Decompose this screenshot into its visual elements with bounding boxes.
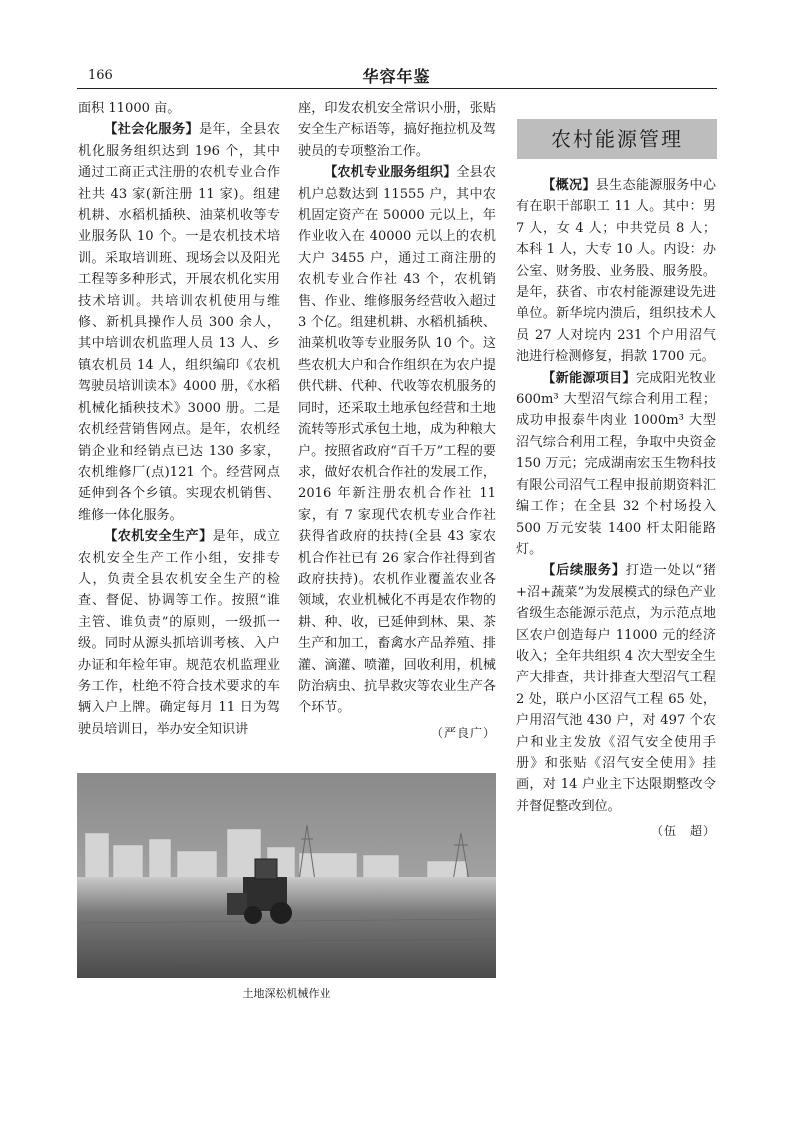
paragraph-new-energy: [516, 368, 716, 561]
paragraph-follow-up-service: [516, 560, 716, 817]
running-header-title: 华容年鉴: [362, 67, 431, 86]
farm-machinery-photo: [77, 773, 496, 978]
section-title-banner: 农村能源管理: [517, 119, 717, 159]
section-keyword: 【后续服务】: [542, 563, 626, 579]
paragraph-machinery-safety: [78, 526, 280, 740]
paragraph-continued: 面积 11000 亩。: [78, 101, 181, 116]
photo-caption: 土地深松机械作业: [242, 987, 331, 1000]
paragraph-text: 全县农机户总数达到 11555 户，其中农机固定资产在 50000 元以上，年作业收入在 40000 元以上的农机大户 3455 户，通过工商注册的农机专业合作社 43 个，农机销售、作业、维修服务经营收入超过 3 个亿。组建机耕、水稻机插秧、油菜机收等专业服务队 10 个。这些农机大户和合作组织在为农户提供代耕、代种、代收等农机服务的同时，还采取土地承包经营和土地流转等形式承包土地，成为种粮大户。按照省政府“百千万”工程的要求，做好农机合作社的发展工作，2016 年新注册农机合作社 11 家，有 7 家现代农机专业合作社获得省政府的扶持(全县 43 家农机合作社已有 26 家合作社得到省政府扶持)。农机作业覆盖农业各领域，农业机械化不再是农作物的耕、种、收，已延伸到林、果、茶生产和加工，畜禽水产品养殖、排灌、滴灌、喷灌，回收利用，机械防治病虫、抗旱救灾等农业生产各个环节。: [298, 165, 496, 716]
section-keyword: 【农机专业服务组织】: [324, 165, 457, 181]
text-column-1: [78, 98, 280, 740]
text-column-2: [298, 98, 496, 744]
section-keyword: 【概况】: [542, 178, 596, 193]
author-signature: （伍 超）: [650, 824, 716, 839]
section-keyword: 【农机安全生产】: [104, 529, 213, 545]
paragraph-socialized-service: [78, 119, 280, 526]
paragraph-text: 是年，全县农机化服务组织达到 196 个，其中通过工商正式注册的农机专业合作社共 43 家(新注册 11 家)。组建机耕、水稻机插秧、油菜机收等专业服务队 10 个。一是农机技术培训。采取培训班、现场会以及阳光工程等多种形式，开展农机化实用技术培训。共培训农机使用与维修、新机具操作人员 300 余人，其中培训农机监理人员 13 人、乡镇农机员 14 人，组织编印《农机驾驶员培训读本》4000 册，《水稻机械化插秧技术》3000 册。二是农机经营销售网点。是年，农机经销企业和经销点已达 130 多家，农机维修厂(点)121 个。经营网点延伸到各个乡镇。实现农机销售、维修一体化服务。: [78, 122, 281, 523]
section-keyword: 【新能源项目】: [542, 370, 636, 386]
header-rule: [77, 88, 717, 89]
paragraph-service-organizations: [298, 162, 496, 719]
paragraph-text: 打造一处以“猪+沼+蔬菜”为发展模式的绿色产业省级生态能源示范点，为示范点地区农户创造每户 11000 元的经济收入；全年共组织 4 次大型安全生产大排查，共计排查大型沼气工程 2 处，联户小区沼气工程 65 处，户用沼气池 430 户，对 497 个农户和业主发放《沼气安全使用手册》和张贴《沼气安全使用》挂画，对 14 户业主下达限期整改令并督促整改到位。: [516, 563, 716, 814]
paragraph-text: 完成阳光牧业 600m³ 大型沼气综合利用工程；成功申报泰牛肉业 1000m³ 大型沼气综合利用工程，争取中央资金 150 万元；完成湖南宏玉生物科技有限公司沼气工程申报前期资料汇编工作；在全县 32 个村场投入 500 万元安装 1400 杆太阳能路灯。: [516, 370, 717, 557]
paragraph-text: 是年，成立农机安全生产工作小组，安排专人，负责全县农机安全生产的检查、督促、协调等工作。按照“谁主管、谁负责”的原则，一级抓一级。同时从源头抓培训考核、入户办证和年检年审。规范农机监理业务工作，杜绝不符合技术要求的车辆入户上牌。确定每月 11 日为驾驶员培训日，举办安全知识讲: [78, 529, 281, 737]
paragraph-text: 县生态能源服务中心有在职干部职工 11 人。其中：男 7 人，女 4 人；中共党员 8 人；本科 1 人，大专 10 人。内设：办公室、财务股、业务股、服务股。是年，获省、市农村能源建设先进单位。新华垸内溃后，组织技术人员 27 人对垸内 231 个户用沼气池进行检测修复，捐款 1700 元。: [516, 178, 717, 365]
paragraph-overview: [516, 175, 716, 368]
author-signature: （严良广）: [430, 725, 496, 740]
text-column-3: [516, 175, 716, 843]
section-keyword: 【社会化服务】: [104, 122, 200, 138]
page-number: 166: [88, 68, 113, 83]
paragraph-continued: 座，印发农机安全常识小册，张贴安全生产标语等，搞好拖拉机及驾驶员的专项整治工作。: [298, 101, 496, 159]
